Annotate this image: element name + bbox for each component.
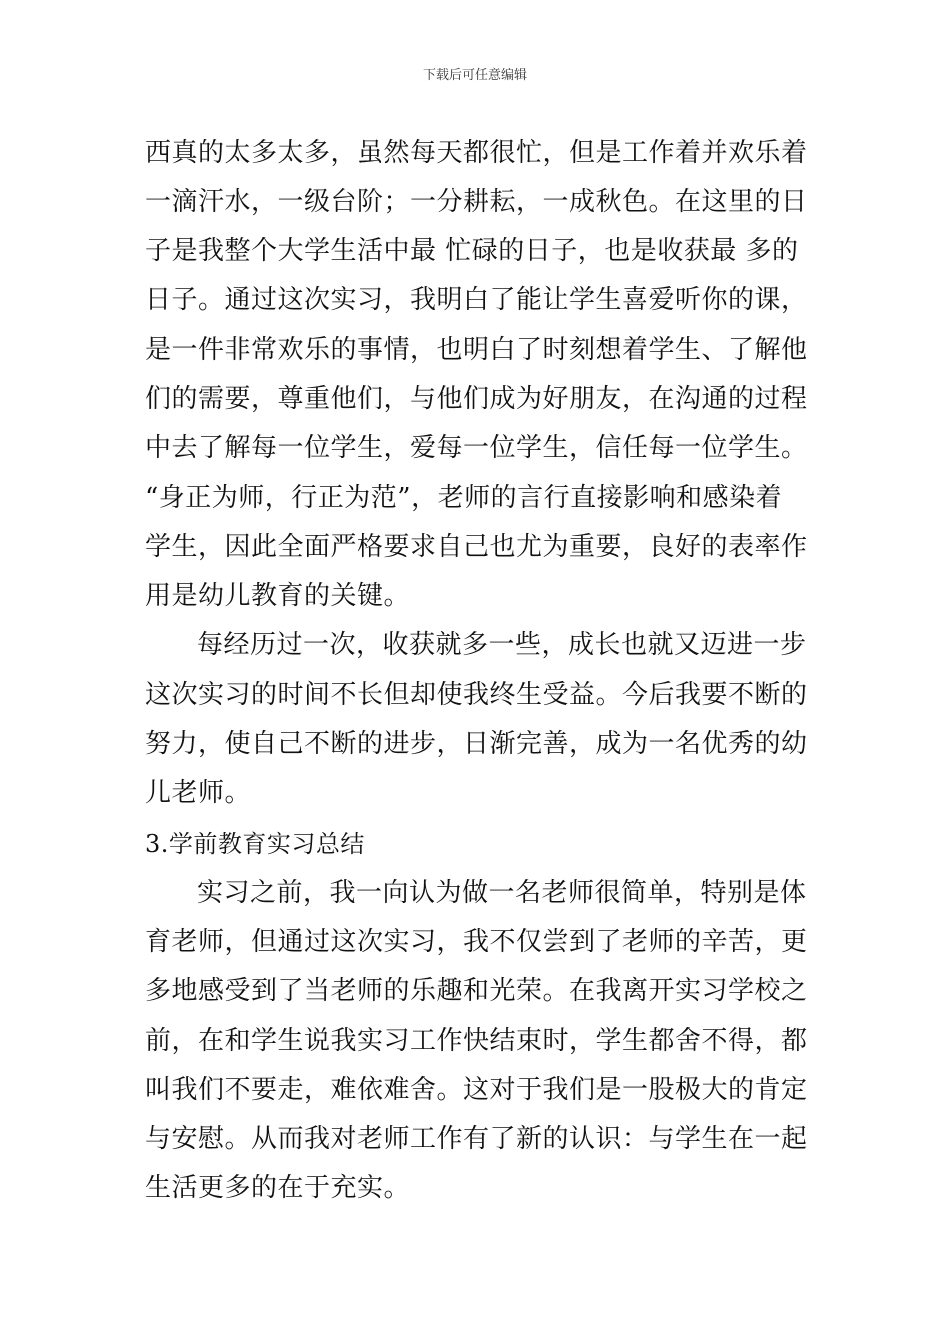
text-line: 实习之前，我一向认为做一名老师很简单，特别是体 [197,878,807,908]
text-line: 用是幼儿教育的关键。 [145,581,411,611]
text-line: “身正为师，行正为范”，老师的言行直接影响和感染着 [145,483,783,513]
text-line: 是一件非常欢乐的事情，也明白了时刻想着学生、了解他 [145,335,808,365]
text-line: 一滴汗水，一级台阶；一分耕耘，一成秋色。在这里的日 [145,187,808,217]
text-line: 西真的太多太多，虽然每天都很忙，但是工作着并欢乐着 [145,138,808,168]
section-heading: 3.学前教育实习总结 [145,830,365,858]
text-line: 日子。通过这次实习，我明白了能让学生喜爱听你的课， [145,285,808,315]
page-header: 下载后可任意编辑 [422,68,527,83]
text-line: 子是我整个大学生活中最 忙碌的日子，也是收获最 多的 [145,236,799,266]
text-line: 努力，使自己不断的进步，日渐完善，成为一名优秀的幼 [145,729,808,759]
text-line: 多地感受到了当老师的乐趣和光荣。在我离开实习学校之 [145,976,808,1006]
text-line: 前，在和学生说我实习工作快结束时，学生都舍不得，都 [145,1026,808,1056]
text-line: 学生，因此全面严格要求自己也尤为重要，良好的表率作 [145,532,808,562]
text-line: 育老师，但通过这次实习，我不仅尝到了老师的辛苦，更 [145,927,808,957]
text-line: 这次实习的时间不长但却使我终生受益。今后我要不断的 [145,680,808,710]
text-line: 与安慰。从而我对老师工作有了新的认识：与学生在一起 [145,1124,808,1154]
text-line: 生活更多的在于充实。 [145,1173,411,1203]
text-line: 叫我们不要走，难依难舍。这对于我们是一股极大的肯定 [145,1075,808,1105]
text-line: 们的需要，尊重他们，与他们成为好朋友，在沟通的过程 [145,384,808,414]
text-line: 每经历过一次，收获就多一些，成长也就又迈进一步 [197,630,807,660]
text-line: 儿老师。 [145,778,252,808]
text-line: 中去了解每一位学生，爱每一位学生，信任每一位学生。 [145,433,808,463]
